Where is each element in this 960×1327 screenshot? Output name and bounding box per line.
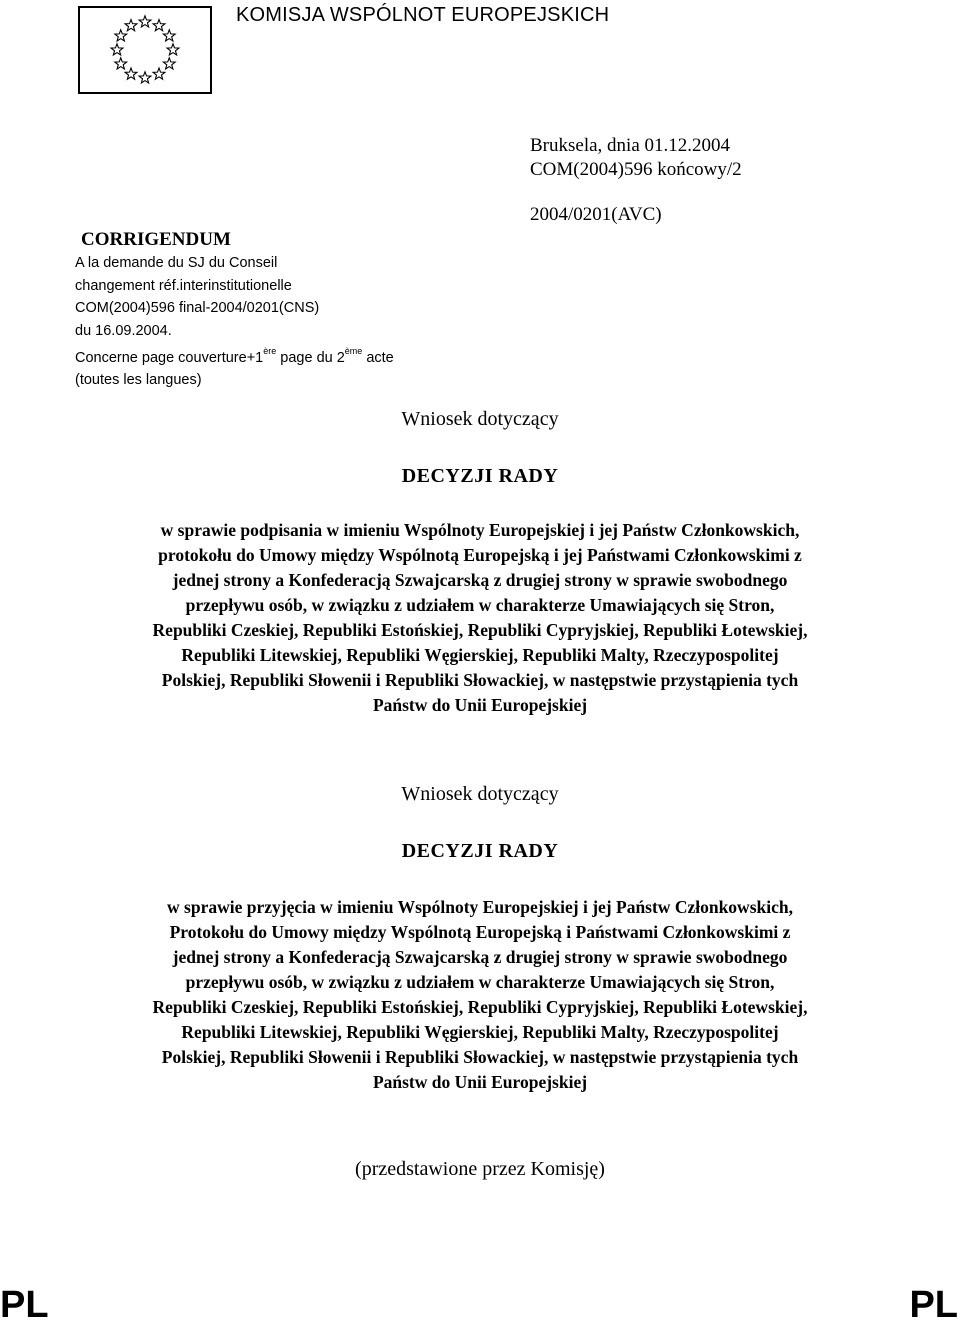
commission-name: KOMISJA WSPÓLNOT EUROPEJSKICH xyxy=(236,4,610,26)
subject-line: protokołu do Umowy między Wspólnotą Europejską i jej Państwami Członkowskimi z xyxy=(158,545,802,565)
star-icon xyxy=(115,30,127,41)
corrigendum-text: Concerne page couverture+1 xyxy=(75,349,264,366)
eu-flag-logo xyxy=(78,6,212,94)
place-date: Bruksela, dnia 01.12.2004 xyxy=(530,135,731,156)
star-icon xyxy=(139,16,151,27)
decision-subject-1 xyxy=(0,518,960,718)
decision-heading-1: DECYZJI RADY xyxy=(401,465,559,487)
star-icon xyxy=(163,30,175,41)
star-icon xyxy=(125,20,137,31)
corrigendum-line: A la demande du SJ du Conseil xyxy=(75,255,278,271)
corrigendum-line: COM(2004)596 final-2004/0201(CNS) xyxy=(75,300,320,316)
corrigendum-line: (toutes les langues) xyxy=(75,372,202,389)
subject-line: przepływu osób, w związku z udziałem w charakterze Umawiających się Stron, xyxy=(185,595,775,615)
superscript: ère xyxy=(263,346,277,356)
language-code-left: PL xyxy=(0,1284,49,1326)
corrigendum-line xyxy=(75,342,394,369)
corrigendum-text: acte xyxy=(362,349,394,366)
proposal-intro-2: Wniosek dotyczący xyxy=(401,783,559,805)
star-icon xyxy=(111,44,123,55)
subject-line: Państw do Unii Europejskiej xyxy=(372,695,588,715)
corrigendum-note xyxy=(75,252,394,392)
decision-subject-2 xyxy=(0,895,960,1095)
corrigendum-line: changement réf.interinstitutionelle xyxy=(75,277,292,294)
superscript: ème xyxy=(344,346,363,356)
subject-line: Polskiej, Republiki Słowenii i Republiki Słowackiej, w następstwie przystąpienia tych xyxy=(161,1047,799,1067)
presented-by: (przedstawione przez Komisję) xyxy=(355,1158,605,1180)
eu-flag-stars-icon xyxy=(80,8,210,92)
document-reference: COM(2004)596 końcowy/2 xyxy=(530,159,742,180)
language-code-right: PL xyxy=(909,1284,958,1326)
procedure-reference: 2004/0201(AVC) xyxy=(530,204,662,225)
subject-line: przepływu osób, w związku z udziałem w charakterze Umawiających się Stron, xyxy=(185,972,775,992)
decision-heading-2: DECYZJI RADY xyxy=(401,840,559,862)
star-icon xyxy=(125,68,137,79)
subject-line: jednej strony a Konfederacją Szwajcarską z drugiej strony w sprawie swobodnego xyxy=(172,947,788,967)
star-icon xyxy=(139,72,151,83)
subject-line: Państw do Unii Europejskiej xyxy=(372,1072,588,1092)
subject-line: Republiki Czeskiej, Republiki Estońskiej, Republiki Cypryjskiej, Republiki Łotewskiej, xyxy=(152,620,808,640)
subject-line: jednej strony a Konfederacją Szwajcarską z drugiej strony w sprawie swobodnego xyxy=(172,570,788,590)
corrigendum-line: du 16.09.2004. xyxy=(75,322,172,339)
star-icon xyxy=(153,68,165,79)
corrigendum-text: page du 2 xyxy=(276,349,345,366)
subject-line: w sprawie przyjęcia w imieniu Wspólnoty Europejskiej i jej Państw Członkowskich, xyxy=(167,897,793,917)
corrigendum-title: CORRIGENDUM xyxy=(81,229,231,250)
document-meta xyxy=(530,134,742,182)
star-icon xyxy=(115,58,127,69)
subject-line: Republiki Czeskiej, Republiki Estońskiej, Republiki Cypryjskiej, Republiki Łotewskiej, xyxy=(152,997,808,1017)
star-icon xyxy=(153,20,165,31)
proposal-intro-1: Wniosek dotyczący xyxy=(401,408,559,430)
star-icon xyxy=(163,58,175,69)
subject-line: w sprawie podpisania w imieniu Wspólnoty Europejskiej i jej Państw Członkowskich, xyxy=(160,520,800,540)
subject-line: Republiki Litewskiej, Republiki Węgierskiej, Republiki Malty, Rzeczypospolitej xyxy=(181,645,779,665)
subject-line: Polskiej, Republiki Słowenii i Republiki Słowackiej, w następstwie przystąpienia tych xyxy=(161,670,799,690)
subject-line: Protokołu do Umowy między Wspólnotą Europejską i Państwami Członkowskimi z xyxy=(169,922,791,942)
star-icon xyxy=(167,44,179,55)
subject-line: Republiki Litewskiej, Republiki Węgierskiej, Republiki Malty, Rzeczypospolitej xyxy=(181,1022,779,1042)
